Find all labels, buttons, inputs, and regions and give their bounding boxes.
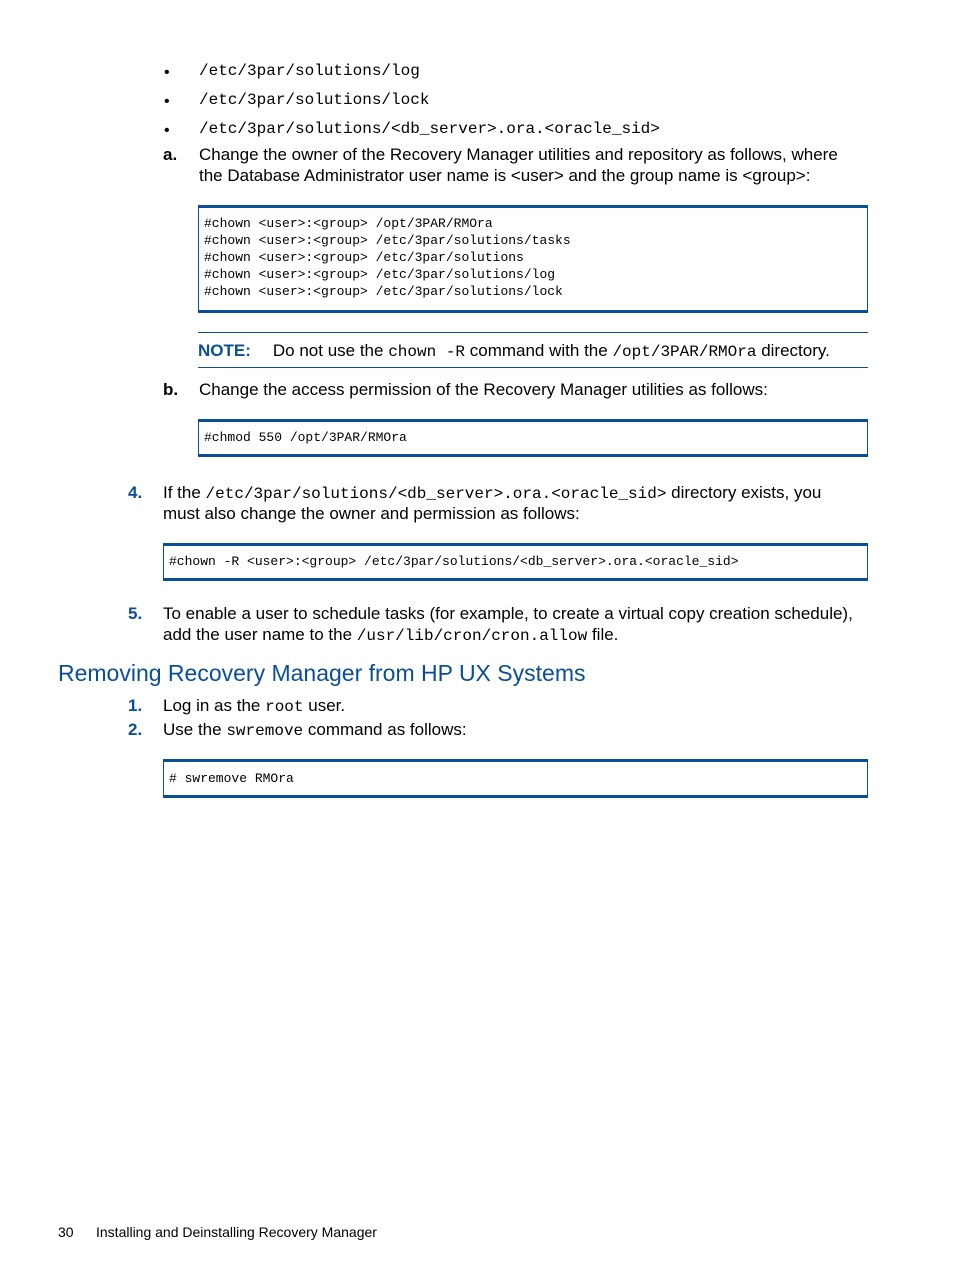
bullet-item xyxy=(164,119,170,141)
sub-step-2-text xyxy=(163,719,467,742)
note-cmd: chown -R xyxy=(388,343,466,361)
note-text1: Do not use the xyxy=(272,341,384,360)
sub-step-2-label: 2. xyxy=(128,720,143,739)
sub-step-1-pre: Log in as the xyxy=(163,696,261,715)
bullet-path-oracle: /etc/3par/solutions/<db_server>.ora.<oracle_sid> xyxy=(199,120,660,138)
step-5-line1: To enable a user to schedule tasks (for example, to create a virtual copy creation schedule), xyxy=(163,604,853,623)
bullet-item xyxy=(164,61,170,83)
bullet-path-log: /etc/3par/solutions/log xyxy=(199,62,420,80)
code-line: #chmod 550 /opt/3PAR/RMOra xyxy=(204,430,407,445)
sub-step-1-code: root xyxy=(265,698,304,716)
sub-step-1-text xyxy=(163,695,345,718)
note-box xyxy=(198,332,868,368)
step-4-line1 xyxy=(163,482,821,505)
step-a-label: a. xyxy=(163,145,178,164)
note-label: NOTE: xyxy=(198,341,251,360)
step-a-line1: Change the owner of the Recovery Manager utilities and repository as follows, where xyxy=(199,145,838,164)
note-text3: directory. xyxy=(761,341,830,360)
step-b-label: b. xyxy=(163,380,179,399)
bullet-path-lock: /etc/3par/solutions/lock xyxy=(199,91,430,109)
code-line: #chown <user>:<group> /etc/3par/solutions/log xyxy=(204,267,556,282)
bullet-icon: • xyxy=(164,122,170,139)
step-5-pre: add the user name to the xyxy=(163,625,353,644)
note-text2: command with the xyxy=(469,341,608,360)
sub-step-1-post: user. xyxy=(308,696,346,715)
code-line: #chown <user>:<group> /etc/3par/solutions/tasks xyxy=(204,233,571,248)
code-block-chown-recursive xyxy=(163,543,868,581)
step-5-line2 xyxy=(163,624,618,647)
sub-step-2-pre: Use the xyxy=(163,720,222,739)
code-line: #chown <user>:<group> /etc/3par/solutions/lock xyxy=(204,284,563,299)
step-4-line2: must also change the owner and permission as follows: xyxy=(163,504,580,523)
code-block-chmod xyxy=(198,419,868,457)
step-5-label: 5. xyxy=(128,604,143,623)
code-line: #chown -R <user>:<group> /etc/3par/solutions/<db_server>.ora.<oracle_sid> xyxy=(169,554,739,569)
code-line: #chown <user>:<group> /opt/3PAR/RMOra xyxy=(204,216,493,231)
sub-step-1-label: 1. xyxy=(128,696,143,715)
step-4-pre: If the xyxy=(163,483,201,502)
step-4-post: directory exists, you xyxy=(671,483,822,502)
step-a-line2: the Database Administrator user name is <user> and the group name is <group>: xyxy=(199,166,811,185)
bullet-icon: • xyxy=(164,93,170,110)
page-number: 30 xyxy=(58,1224,74,1240)
section-heading: Removing Recovery Manager from HP UX Systems xyxy=(58,660,586,686)
note-path: /opt/3PAR/RMOra xyxy=(612,343,757,361)
code-line: #chown <user>:<group> /etc/3par/solutions xyxy=(204,250,524,265)
step-b-text: Change the access permission of the Recovery Manager utilities as follows: xyxy=(199,380,768,399)
step-5-path: /usr/lib/cron/cron.allow xyxy=(356,627,588,645)
code-line: # swremove RMOra xyxy=(169,771,294,786)
sub-step-2-post: command as follows: xyxy=(307,720,467,739)
step-5-post: file. xyxy=(591,625,619,644)
step-4-path: /etc/3par/solutions/<db_server>.ora.<oracle_sid> xyxy=(205,485,667,503)
sub-step-2-code: swremove xyxy=(226,722,304,740)
bullet-icon: • xyxy=(164,64,170,81)
code-block-chown xyxy=(198,205,868,313)
step-4-label: 4. xyxy=(128,483,143,502)
bullet-item xyxy=(164,90,170,112)
code-block-swremove xyxy=(163,759,868,798)
footer-title: Installing and Deinstalling Recovery Manager xyxy=(96,1224,377,1240)
note-content xyxy=(198,340,830,363)
